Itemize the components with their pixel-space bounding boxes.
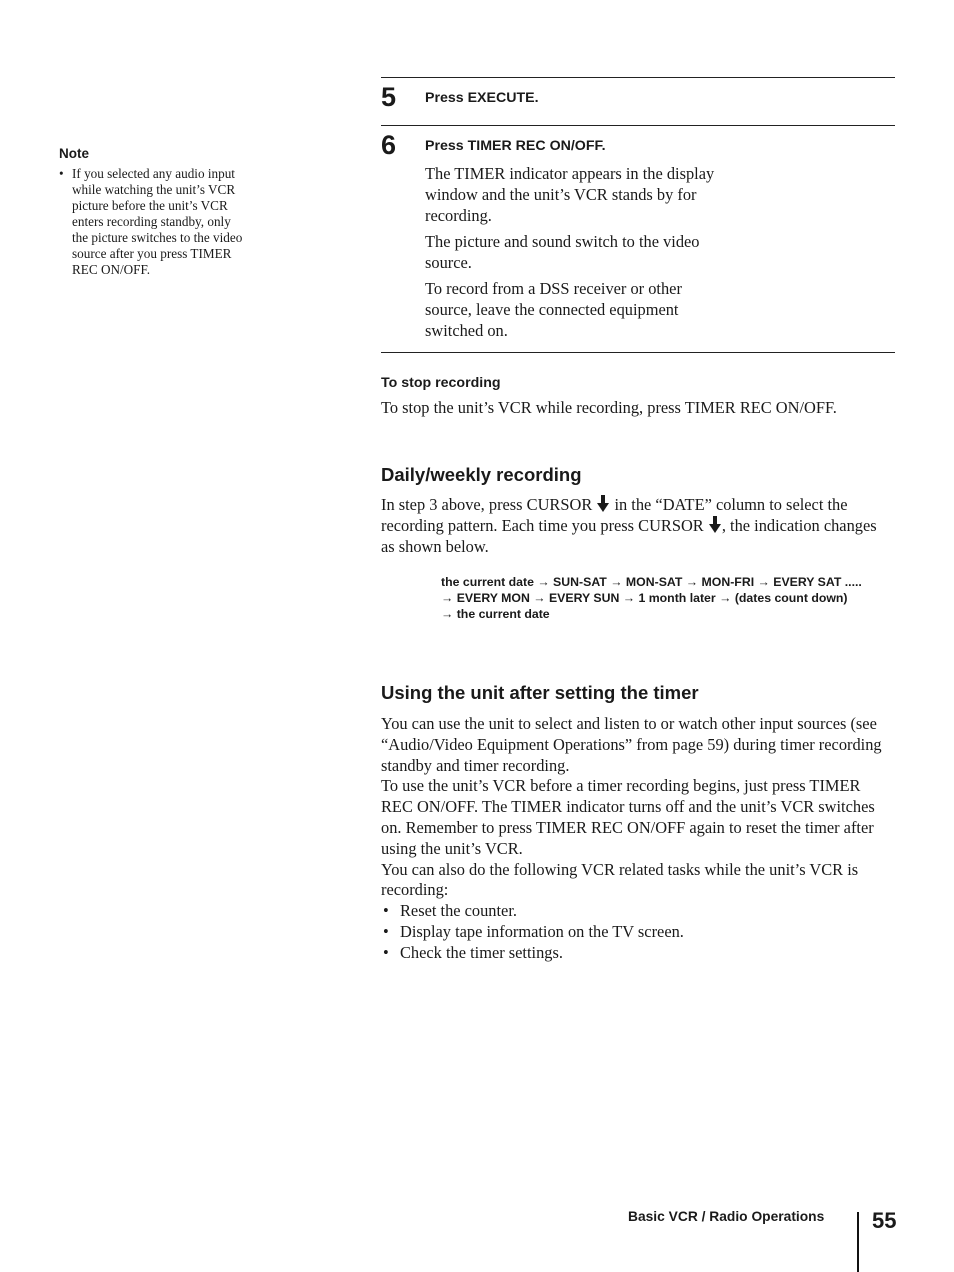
note-text xyxy=(59,166,249,278)
daily-text xyxy=(381,494,891,557)
daily-heading: Daily/weekly recording xyxy=(381,464,582,485)
footer-section-title: Basic VCR / Radio Operations xyxy=(628,1209,825,1224)
daily-text-part: , the indication changes as shown below. xyxy=(381,516,877,556)
step-body xyxy=(425,163,715,346)
margin-note xyxy=(59,146,249,278)
list-bullet: • xyxy=(383,921,389,941)
note-body: If you selected any audio input while watching the unit’s VCR picture before the unit’s VCR enters recording standby, only the picture switches to the video source after you press TIMER REC ON/OFF. xyxy=(72,166,243,277)
using-paragraph: You can also do the following VCR related tasks while the unit’s VCR is recording: xyxy=(381,859,859,900)
list-item xyxy=(381,943,896,964)
using-paragraph: To use the unit’s VCR before a timer recording begins, just press TIMER REC ON/OFF. The TIMER indicator turns off and the unit’s VCR switches on. Remember to press TIMER REC ON/OFF again to reset the timer after using the unit’s VCR. xyxy=(381,776,875,858)
step-title: Press TIMER REC ON/OFF. xyxy=(425,138,606,154)
step-paragraph: To record from a DSS receiver or other source, leave the connected equipment switched on. xyxy=(425,279,682,340)
step-divider xyxy=(381,77,895,78)
stop-recording-title: To stop recording xyxy=(381,375,501,391)
arrow-down-icon xyxy=(709,516,721,533)
stop-recording-text: To stop the unit’s VCR while recording, press TIMER REC ON/OFF. xyxy=(381,398,837,417)
note-bullet: • xyxy=(59,166,64,181)
list-item-text: Check the timer settings. xyxy=(400,942,563,962)
pattern-line: → EVERY MON → EVERY SUN → 1 month later → (dates count down) xyxy=(441,591,848,605)
step-number: 6 xyxy=(381,130,397,160)
using-text xyxy=(381,714,896,964)
step-divider xyxy=(381,125,895,126)
step-divider xyxy=(381,352,895,353)
daily-text-part: in the “DATE” column to select the recording pattern. Each time you press CURSOR xyxy=(381,495,848,535)
task-list xyxy=(381,901,896,963)
pattern-line: the current date → SUN-SAT → MON-SAT → MON-FRI → EVERY SAT ..... xyxy=(441,575,862,589)
list-bullet: • xyxy=(383,942,389,962)
daily-text-part: In step 3 above, press CURSOR xyxy=(381,495,593,514)
list-item-text: Reset the counter. xyxy=(400,901,517,921)
step-number: 5 xyxy=(381,82,397,112)
pattern-line: → the current date xyxy=(441,607,550,621)
step-paragraph: The TIMER indicator appears in the display window and the unit’s VCR stands by for recording. xyxy=(425,164,715,225)
page-number: 55 xyxy=(872,1208,897,1233)
list-item xyxy=(381,901,896,922)
using-heading: Using the unit after setting the timer xyxy=(381,682,699,703)
recording-pattern-sequence xyxy=(441,574,901,622)
list-item-text: Display tape information on the TV screen. xyxy=(400,921,684,941)
step-paragraph: The picture and sound switch to the video source. xyxy=(425,232,700,272)
footer-divider xyxy=(857,1212,859,1272)
step-title: Press EXECUTE. xyxy=(425,90,539,106)
list-item xyxy=(381,922,896,943)
using-paragraph: You can use the unit to select and listen to or watch other input sources (see “Audio/Video Equipment Operations” from page 59) during timer recording standby and timer recording. xyxy=(381,714,882,775)
list-bullet: • xyxy=(383,901,389,921)
note-title: Note xyxy=(59,146,89,161)
arrow-down-icon xyxy=(597,495,609,512)
